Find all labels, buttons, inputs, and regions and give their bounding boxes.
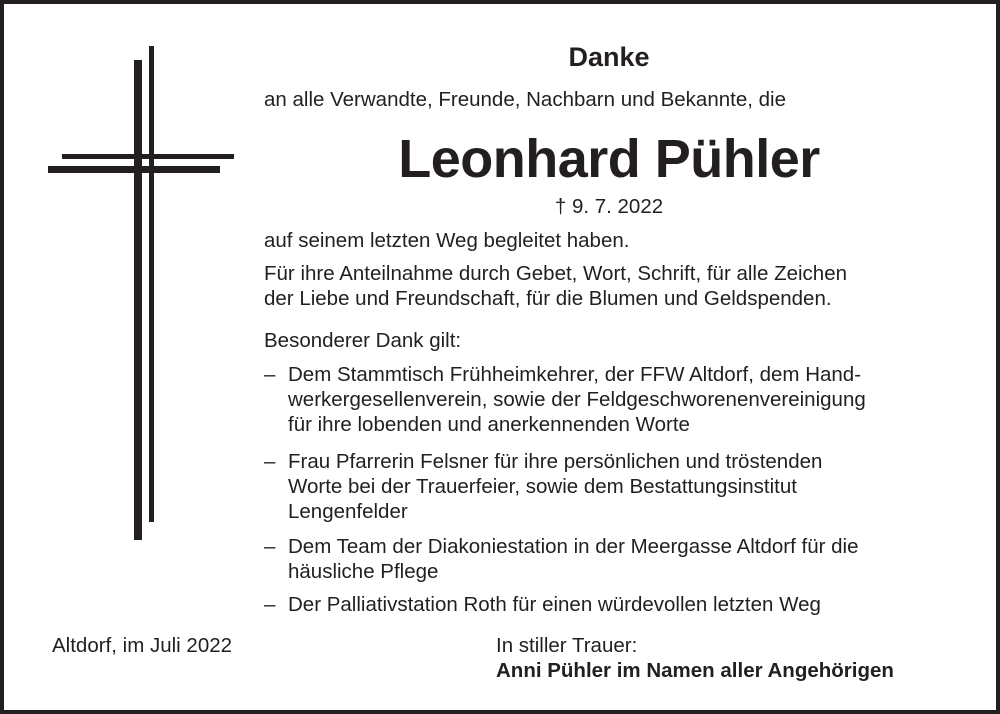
bullet-line: häusliche Pflege — [288, 560, 439, 583]
death-date: † 9. 7. 2022 — [554, 195, 664, 218]
mourning-label: In stiller Trauer: — [496, 634, 638, 657]
special-thanks-heading: Besonderer Dank gilt: — [264, 329, 462, 352]
bullet-line: Dem Stammtisch Frühheimkehrer, der FFW Altdorf, dem Hand- — [288, 363, 862, 386]
thanks-line-1: Für ihre Anteilnahme durch Gebet, Wort, Schrift, für alle Zeichen — [264, 262, 847, 285]
bullet-line: für ihre lobenden und anerkennenden Worte — [288, 413, 690, 436]
bullet-line: Der Palliativstation Roth für einen würdevollen letzten Weg — [288, 593, 821, 616]
deceased-name: Leonhard Pühler — [398, 129, 820, 189]
bullet-dash: – — [264, 593, 276, 616]
bullet-dash: – — [264, 363, 276, 386]
bullet-line: Worte bei der Trauerfeier, sowie dem Bestattungsinstitut — [288, 475, 797, 498]
accompaniment-text: auf seinem letzten Weg begleitet haben. — [264, 229, 630, 252]
bullet-line: Dem Team der Diakoniestation in der Meergasse Altdorf für die — [288, 535, 859, 558]
intro-text: an alle Verwandte, Freunde, Nachbarn und Bekannte, die — [264, 88, 786, 111]
bullet-dash: – — [264, 450, 276, 473]
bullet-line: Lengenfelder — [288, 500, 408, 523]
bullet-dash: – — [264, 535, 276, 558]
thanks-line-2: der Liebe und Freundschaft, für die Blumen und Geldspenden. — [264, 287, 832, 310]
cross-icon — [44, 44, 244, 544]
bullet-line: Frau Pfarrerin Felsner für ihre persönlichen und tröstenden — [288, 450, 823, 473]
bullet-line: werkergesellenverein, sowie der Feldgeschworenenvereinigung — [288, 388, 866, 411]
mourners-signature: Anni Pühler im Namen aller Angehörigen — [496, 659, 894, 682]
notice-title: Danke — [568, 42, 650, 72]
place-date: Altdorf, im Juli 2022 — [52, 634, 233, 657]
